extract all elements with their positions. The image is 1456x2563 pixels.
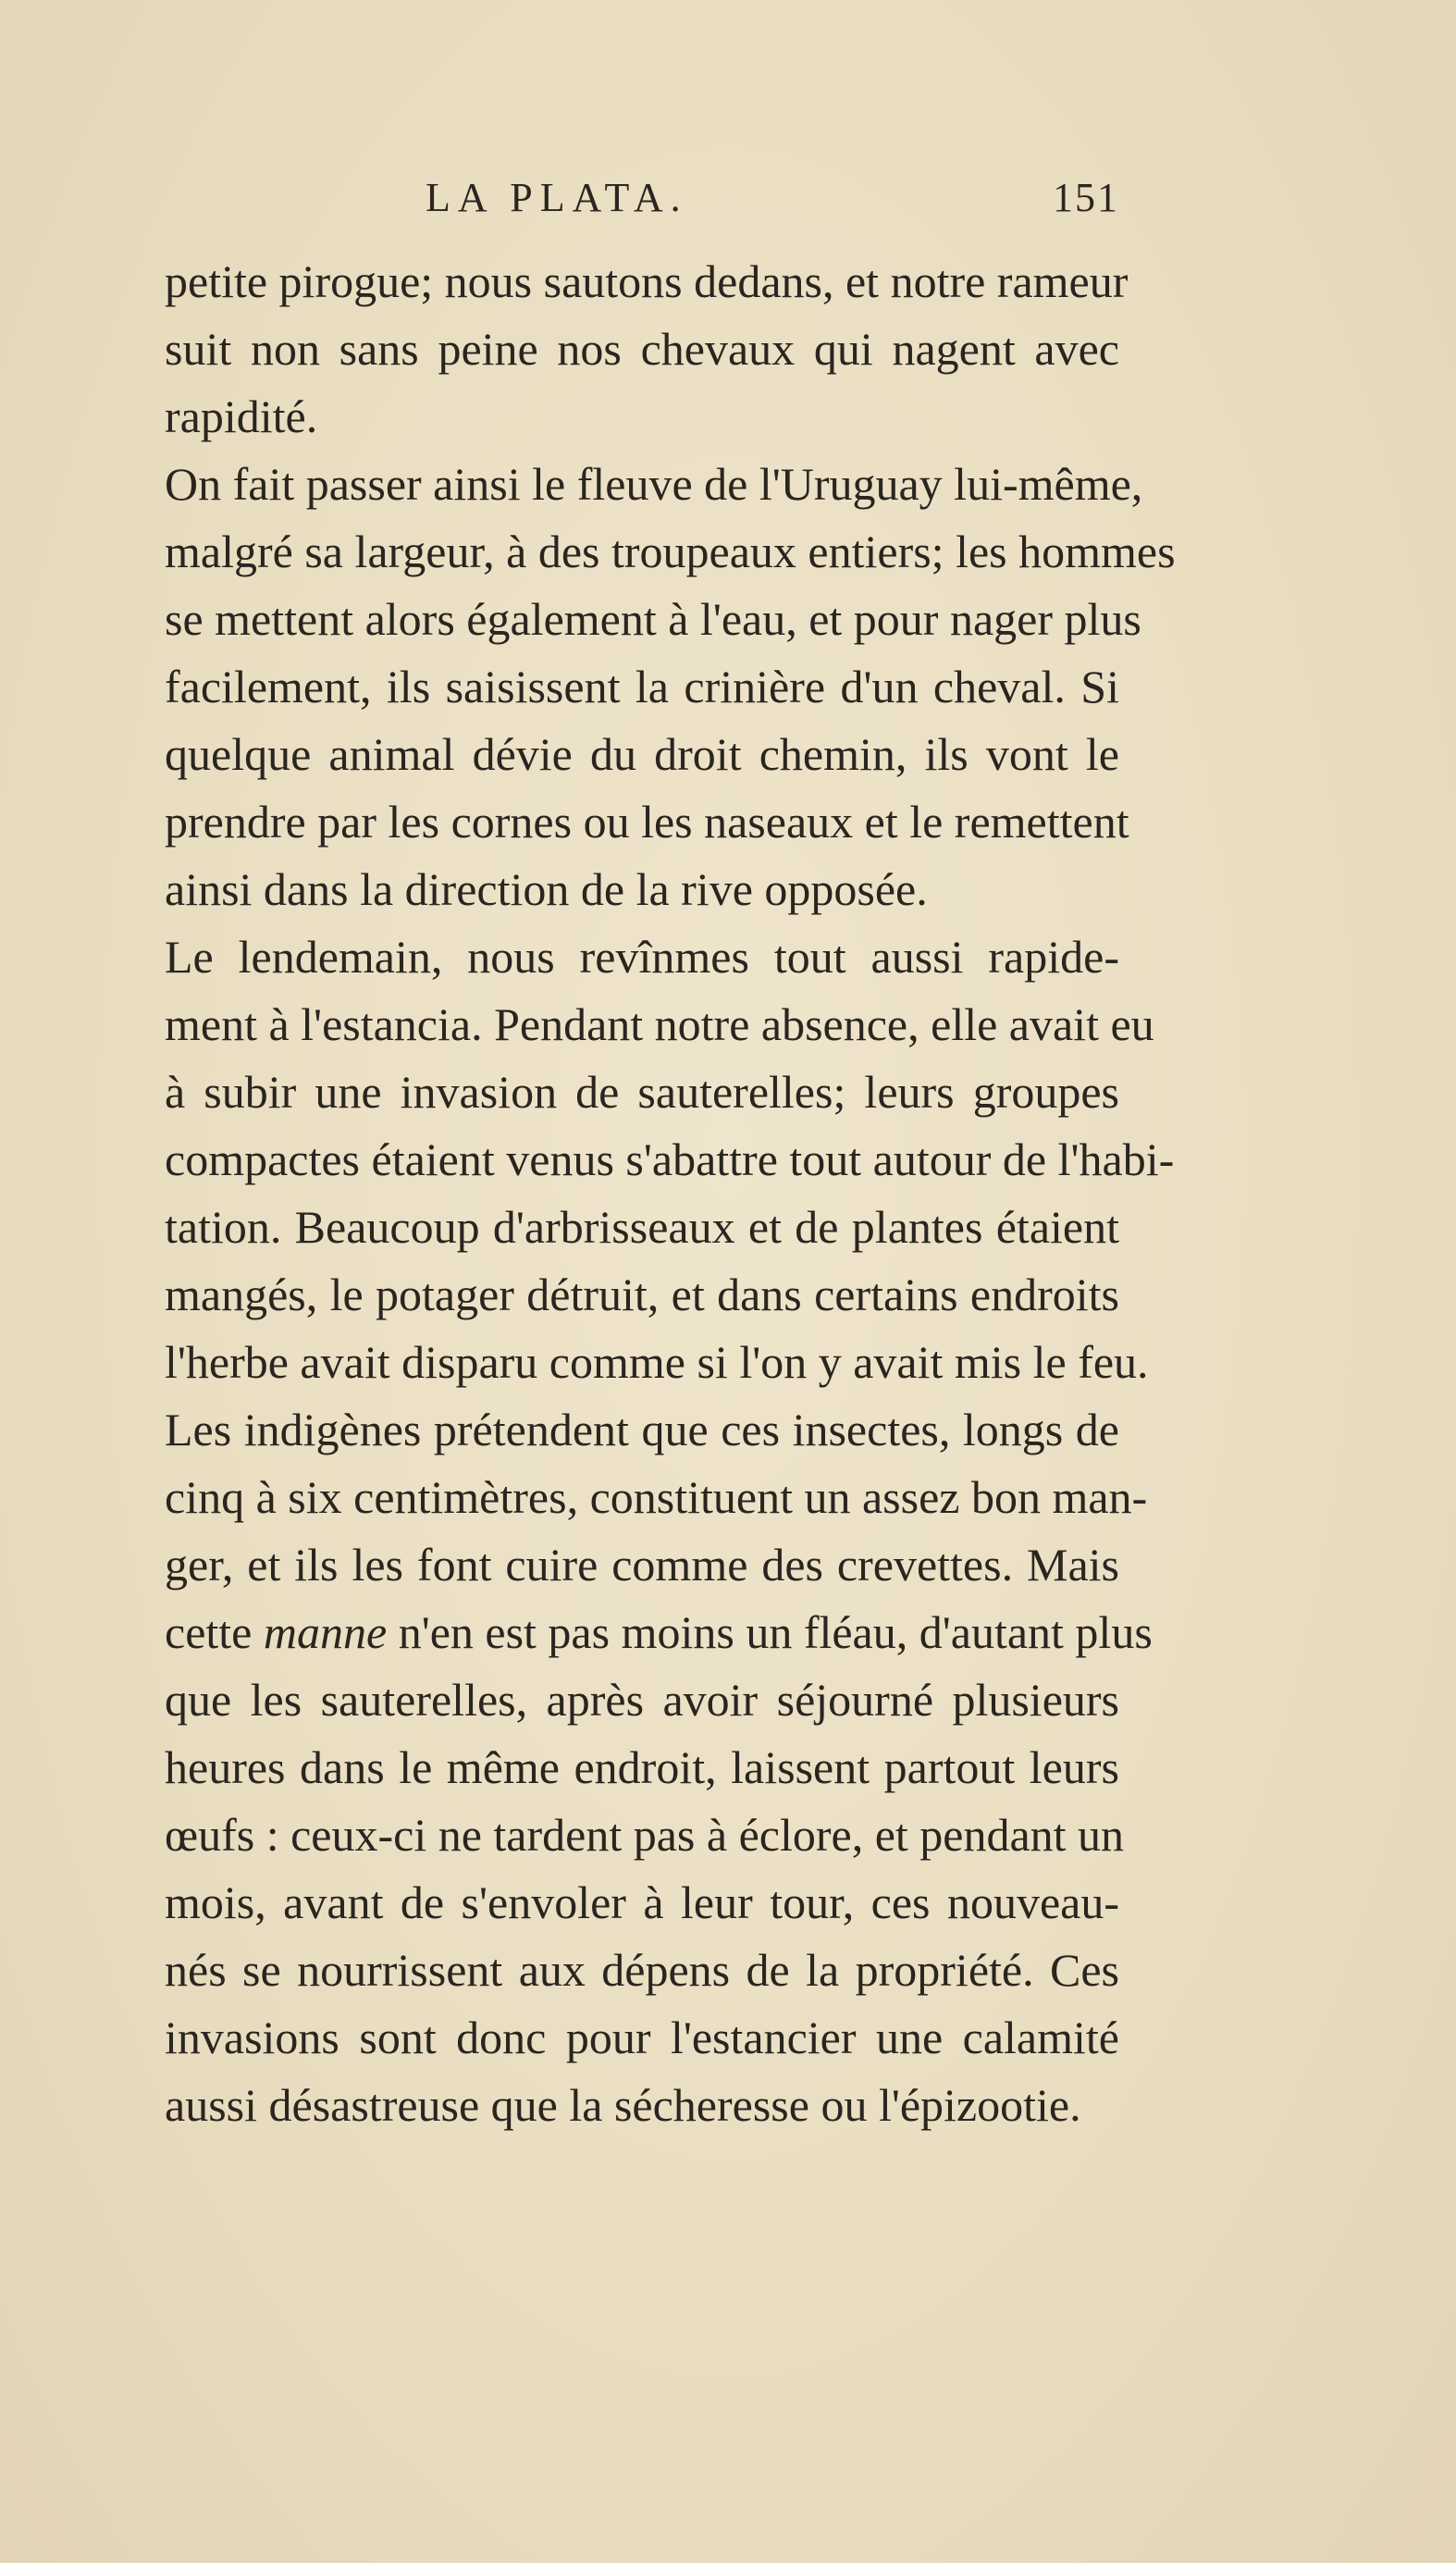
text-line: tation. Beaucoup d'arbrisseaux et de plantes étaient [165, 1201, 1119, 1253]
italic-word: manne [263, 1606, 388, 1658]
text-line: œufs : ceux-ci ne tardent pas à éclore, et pendant un [165, 1809, 1125, 1861]
text-line: heures dans le même endroit, laissent partout leurs [165, 1741, 1119, 1793]
text-line: ger, et ils les font cuire comme des crevettes. Mais [165, 1539, 1119, 1591]
text-line: On fait passer ainsi le fleuve de l'Uruguay lui-même, [165, 458, 1143, 510]
text-line: mois, avant de s'envoler à leur tour, ces nouveau- [165, 1876, 1119, 1928]
text-line: quelque animal dévie du droit chemin, ils vont le [165, 728, 1119, 780]
text-line: mangés, le potager détruit, et dans certains endroits [165, 1269, 1119, 1320]
running-title: LA PLATA. [426, 175, 688, 220]
text-line: à subir une invasion de sauterelles; leurs groupes [165, 1066, 1119, 1118]
text-line: invasions sont donc pour l'estancier une calamité [165, 2012, 1119, 2063]
text-line: Les indigènes prétendent que ces insectes, longs de [165, 1404, 1119, 1455]
text-line: nés se nourrissent aux dépens de la propriété. Ces [165, 1944, 1119, 1996]
text-line: que les sauterelles, après avoir séjourné plusieurs [165, 1674, 1119, 1726]
text-line: prendre par les cornes ou les naseaux et le remettent [165, 796, 1129, 848]
text-line: ment à l'estancia. Pendant notre absence, elle avait eu [165, 998, 1154, 1050]
text-line: l'herbe avait disparu comme si l'on y avait mis le feu. [165, 1336, 1149, 1388]
text-line: facilement, ils saisissent la crinière d'un cheval. Si [165, 661, 1119, 712]
text-line: suit non sans peine nos chevaux qui nagent avec [165, 323, 1119, 375]
text-line-italic-word [165, 1599, 1153, 1666]
text-segment: n'en est pas moins un fléau, d'autant plus [387, 1606, 1153, 1658]
text-segment: cette [165, 1606, 264, 1658]
text-line: se mettent alors également à l'eau, et pour nager plus [165, 593, 1141, 645]
text-line: aussi désastreuse que la sécheresse ou l'épizootie. [165, 2079, 1081, 2131]
text-line: malgré sa largeur, à des troupeaux entiers; les hommes [165, 526, 1176, 577]
text-line: cinq à six centimètres, constituent un assez bon man- [165, 1471, 1148, 1523]
page-number: 151 [1053, 175, 1119, 220]
text-line: petite pirogue; nous sautons dedans, et notre rameur [165, 255, 1129, 307]
text-line: ainsi dans la direction de la rive opposée. [165, 863, 928, 915]
text-line: compactes étaient venus s'abattre tout autour de l'habi- [165, 1133, 1175, 1185]
running-head [167, 174, 1119, 229]
text-line: rapidité. [165, 390, 318, 442]
body-text [165, 248, 1176, 2139]
text-line: Le lendemain, nous revînmes tout aussi rapide- [165, 931, 1119, 983]
